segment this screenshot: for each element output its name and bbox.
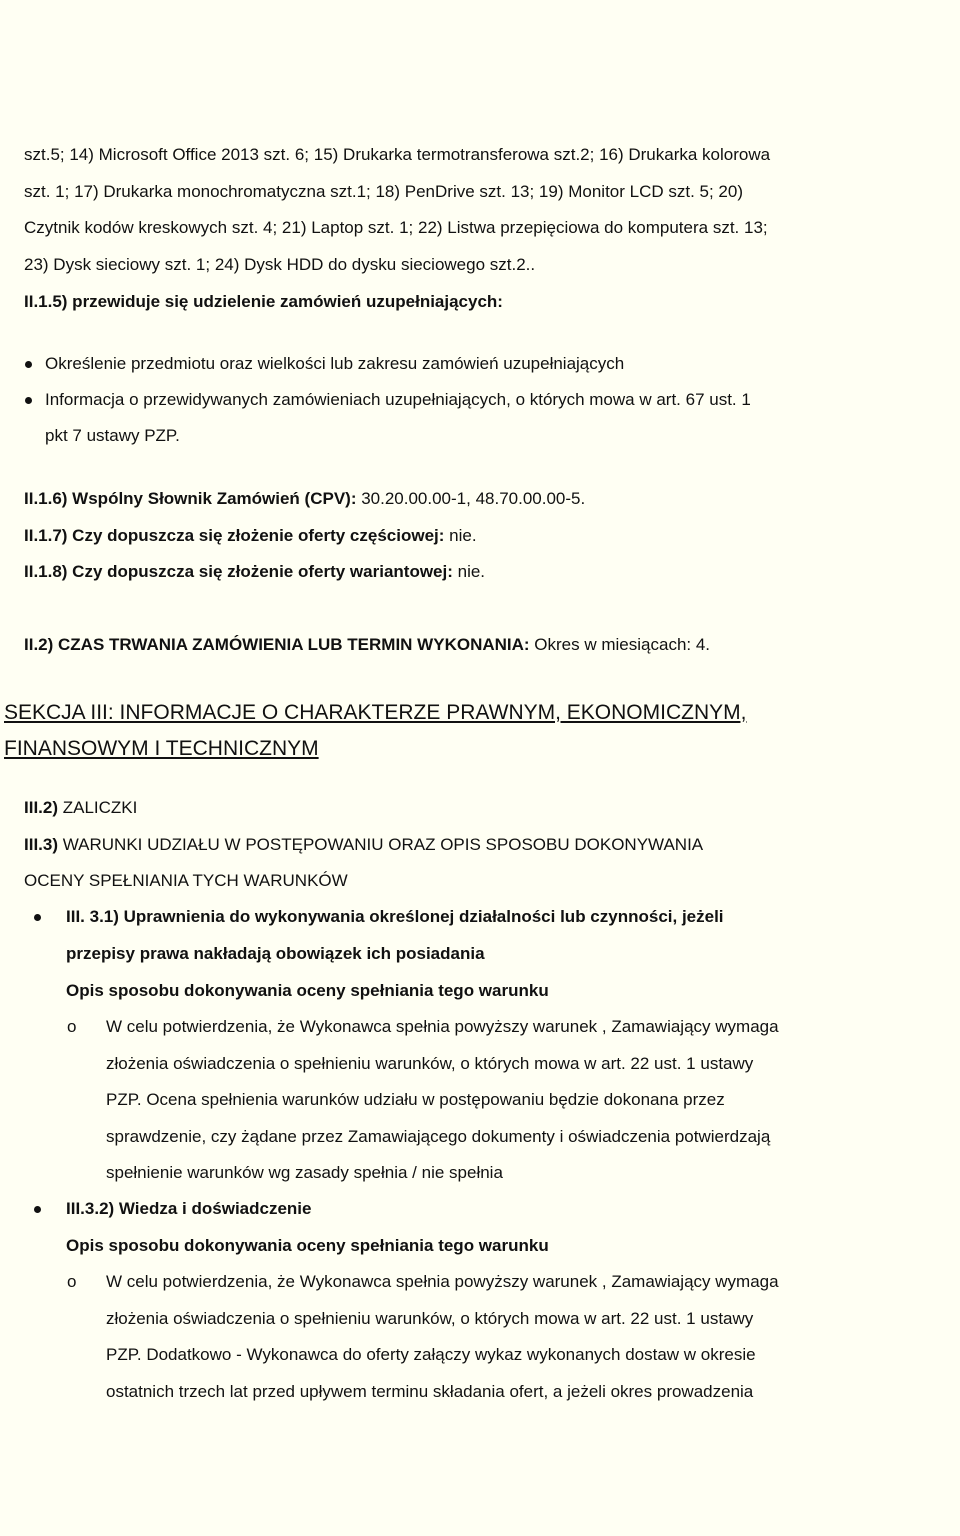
section-iii-title-line: FINANSOWYM I TECHNICZNYM (4, 737, 319, 760)
description-line: spełnienie warunków wg zasady spełnia / nie spełnia (106, 1163, 503, 1182)
iii-3-2-heading: III.3.2) Wiedza i doświadczenie (66, 1199, 312, 1218)
description-line: W celu potwierdzenia, że Wykonawca spełnia powyższy warunek , Zamawiający wymaga (106, 1272, 779, 1291)
section-iii-3 (24, 827, 703, 864)
duration-label: II.2) CZAS TRWANIA ZAMÓWIENIA LUB TERMIN WYKONANIA: (24, 635, 535, 654)
bullet-item-info: Informacja o przewidywanych zamówieniach uzupełniających, o których mowa w art. 67 ust. 1 (45, 390, 751, 409)
bullet-item-scope: Określenie przedmiotu oraz wielkości lub zakresu zamówień uzupełniających (45, 354, 625, 373)
section-ii-2 (24, 627, 710, 664)
description-line: W celu potwierdzenia, że Wykonawca spełnia powyższy warunek , Zamawiający wymaga (106, 1017, 779, 1036)
intro-line: szt.5; 14) Microsoft Office 2013 szt. 6; 15) Drukarka termotransferowa szt.2; 16) Drukarka kolorowa (24, 145, 771, 164)
bullet-icon (34, 1206, 41, 1213)
description-line: złożenia oświadczenia o spełnieniu warunków, o których mowa w art. 22 ust. 1 ustawy (106, 1308, 754, 1328)
section-iii-title-line: SEKCJA III: INFORMACJE O CHARAKTERZE PRAWNYM, EKONOMICZNYM, (4, 701, 747, 724)
section-ii-1-5: II.1.5) przewiduje się udzielenie zamówień uzupełniających: (24, 292, 503, 311)
variant-offer-value: nie. (457, 562, 486, 581)
section-ii-1-7 (24, 518, 477, 555)
bullet-item-info-cont: pkt 7 ustawy PZP. (45, 426, 180, 445)
iii-3-1-opis: Opis sposobu dokonywania oceny spełniania tego warunku (66, 981, 549, 1000)
circle-bullet-icon: o (67, 1017, 77, 1036)
iii-3-prefix: III.3) (24, 835, 63, 854)
description-line: PZP. Dodatkowo - Wykonawca do oferty załączy wykaz wykonanych dostaw w okresie (106, 1345, 756, 1364)
iii-3-1-description (106, 1009, 779, 1192)
section-iii-heading (4, 695, 746, 767)
iii-3-2-opis: Opis sposobu dokonywania oceny spełniania tego warunku (66, 1236, 549, 1255)
cpv-value: 30.20.00.00-1, 48.70.00.00-5. (361, 489, 586, 508)
description-line: ostatnich trzech lat przed upływem terminu składania ofert, a jeżeli okres prowadzenia (106, 1381, 754, 1401)
iii-3-1-heading-cont: przepisy prawa nakładają obowiązek ich posiadania (66, 944, 485, 963)
intro-line: 23) Dysk sieciowy szt. 1; 24) Dysk HDD do dysku sieciowego szt.2.. (24, 254, 536, 274)
partial-offer-value: nie. (449, 526, 477, 545)
bullet-icon (34, 914, 41, 921)
description-line: PZP. Ocena spełnienia warunków udziału w postępowaniu będzie dokonana przez (106, 1090, 725, 1109)
section-iii-3-cont: OCENY SPEŁNIANIA TYCH WARUNKÓW (24, 871, 348, 890)
iii-2-label: ZALICZKI (62, 798, 138, 817)
duration-value: Okres w miesiącach: 4. (534, 635, 711, 654)
iii-3-2-description (106, 1264, 779, 1410)
section-ii-1-8 (24, 554, 485, 591)
bullet-icon (25, 361, 32, 368)
description-line: sprawdzenie, czy żądane przez Zamawiającego dokumenty i oświadczenia potwierdzają (106, 1126, 771, 1146)
iii-2-prefix: III.2) (24, 798, 63, 817)
intro-line: Czytnik kodów kreskowych szt. 4; 21) Laptop szt. 1; 22) Listwa przepięciowa do komputera szt. 13; (24, 218, 768, 237)
circle-bullet-icon: o (67, 1272, 77, 1291)
cpv-label: II.1.6) Wspólny Słownik Zamówień (CPV): (24, 489, 362, 508)
section-ii-1-6 (24, 481, 585, 518)
bullet-icon (25, 397, 32, 404)
description-line: złożenia oświadczenia o spełnieniu warunków, o których mowa w art. 22 ust. 1 ustawy (106, 1053, 754, 1073)
variant-offer-label: II.1.8) Czy dopuszcza się złożenie oferty wariantowej: (24, 562, 458, 581)
intro-paragraph (24, 137, 770, 283)
iii-3-1-heading: III. 3.1) Uprawnienia do wykonywania określonej działalności lub czynności, jeżeli (66, 907, 724, 926)
intro-line: szt. 1; 17) Drukarka monochromatyczna szt.1; 18) PenDrive szt. 13; 19) Monitor LCD szt. 5; 20) (24, 181, 743, 201)
iii-3-title: WARUNKI UDZIAŁU W POSTĘPOWANIU ORAZ OPIS SPOSOBU DOKONYWANIA (62, 835, 704, 854)
section-iii-2 (24, 790, 137, 827)
partial-offer-label: II.1.7) Czy dopuszcza się złożenie oferty częściowej: (24, 526, 450, 545)
